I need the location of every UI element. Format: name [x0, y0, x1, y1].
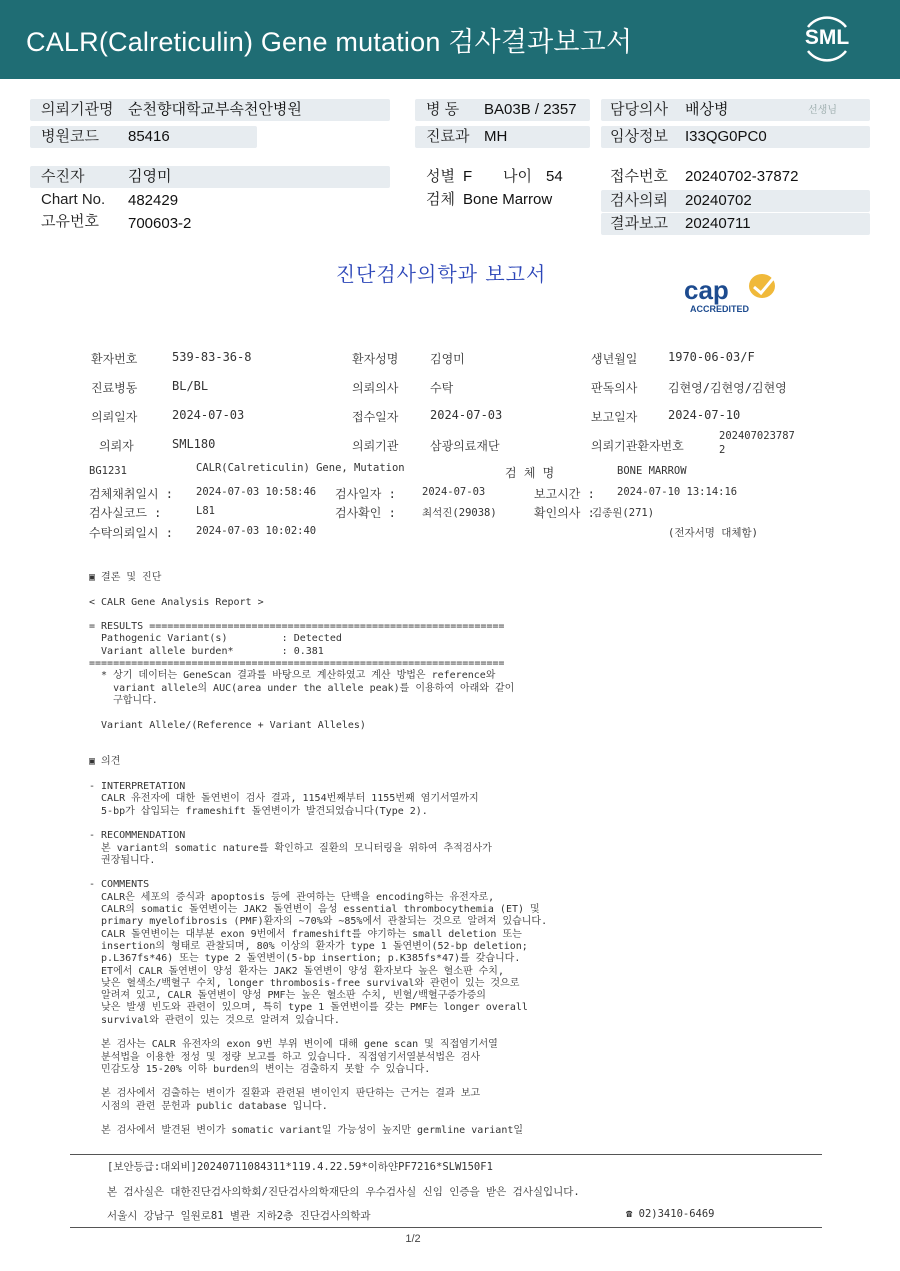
report-title: 진단검사의학과 보고서	[335, 262, 547, 286]
patient-label: 수진자	[41, 168, 85, 185]
verify-label: 검사확인 :	[335, 506, 396, 520]
receipt-label: 접수번호	[610, 168, 668, 185]
room-value: L81	[196, 505, 215, 517]
page-title: CALR(Calreticulin) Gene mutation 검사결과보고서	[26, 27, 633, 57]
result-label: 결과보고	[610, 215, 668, 232]
esign-note: (전자서명 대체함)	[668, 527, 758, 539]
hosp-code-label: 병원코드	[41, 128, 99, 145]
exam-label: 검사일자 :	[335, 487, 396, 501]
ward-value: BA03B / 2357	[484, 101, 577, 118]
specimen-value: Bone Marrow	[463, 191, 553, 208]
unique-label: 고유번호	[41, 213, 99, 230]
patient-value: 김영미	[128, 168, 172, 185]
specimen-name-label: 검 체 명	[505, 466, 555, 480]
req-inst-label: 의뢰기관명	[41, 101, 114, 118]
unique-value: 700603-2	[128, 215, 192, 232]
doctor-label: 담당의사	[610, 101, 668, 118]
confirm-label: 확인의사 :	[534, 506, 595, 520]
pname-label: 환자성명	[352, 352, 399, 366]
sml-logo	[800, 11, 854, 67]
cap-logo-icon	[682, 270, 788, 318]
confirm-value: 김종원(271)	[592, 507, 655, 519]
receipt-value: 20240702-37872	[685, 168, 799, 185]
sex-label: 성별	[426, 168, 455, 185]
test-req-value: 20240702	[685, 192, 752, 209]
ipid-value-line2: 2	[719, 444, 726, 456]
rdoc-label: 의뢰의사	[352, 381, 399, 395]
ipid-value-line1: 202407023787	[719, 430, 795, 442]
dept-value: MH	[484, 128, 508, 145]
age-label: 나이	[503, 168, 532, 185]
address-line: 서울시 강남구 일원로81 별관 지하2층 진단검사의학과	[107, 1210, 371, 1222]
req-inst-value: 순천향대학교부속천안병원	[128, 101, 302, 118]
sex-value: F	[463, 168, 473, 185]
collect-label: 검체채취일시 :	[89, 487, 174, 501]
age-value: 54	[546, 168, 563, 185]
security-line: [보안등급:대외비]20240711084311*119.4.22.59*이하얀PF7216*SLW150F1	[107, 1161, 493, 1173]
rtime-label: 보고시간 :	[534, 487, 595, 501]
exam-value: 2024-07-03	[422, 486, 486, 498]
dob-label: 생년월일	[591, 352, 638, 366]
rtime-value: 2024-07-10 13:14:16	[617, 486, 738, 498]
chart-value: 482429	[128, 192, 179, 209]
rep-value: 2024-07-10	[668, 408, 741, 422]
verify-value: 최석진(29038)	[422, 507, 497, 519]
rep-label: 보고일자	[591, 410, 638, 424]
pname-value: 김영미	[430, 352, 465, 366]
recv-label: 접수일자	[352, 410, 399, 424]
requester-value: SML180	[172, 437, 216, 451]
cap-sub: ACCREDITED	[690, 304, 750, 314]
specimen-name-value: BONE MARROW	[617, 465, 687, 477]
inst-value: 삼광의료재단	[430, 439, 500, 453]
commission-label: 수탁의뢰일시 :	[89, 526, 174, 540]
specimen-label: 검체	[426, 191, 455, 208]
ipid-label: 의뢰기관환자번호	[591, 439, 684, 453]
result-value: 20240711	[685, 215, 751, 232]
report-header	[0, 0, 900, 79]
hosp-code-value: 85416	[128, 128, 170, 145]
pid-label: 환자번호	[91, 352, 138, 366]
test-code: BG1231	[89, 465, 127, 477]
footer-divider-top	[70, 1154, 822, 1155]
clinical-label: 임상정보	[610, 128, 668, 145]
inst-label: 의뢰기관	[352, 439, 399, 453]
ward-label: 병 동	[426, 101, 460, 118]
commission-value: 2024-07-03 10:02:40	[196, 525, 317, 537]
logo-text: SML	[804, 26, 850, 49]
certification-line: 본 검사실은 대한진단검사의학회/진단검사의학재단의 우수검사실 신임 인증을 받은 검사실입니다.	[107, 1186, 580, 1198]
dept-label: 진료과	[426, 128, 470, 145]
cap-accredited-logo	[682, 270, 788, 318]
ward-label-2: 진료병동	[91, 381, 138, 395]
rdate-label: 의뢰일자	[91, 410, 138, 424]
requester-label: 의뢰자	[99, 439, 134, 453]
rdate-value: 2024-07-03	[172, 408, 245, 422]
chart-label: Chart No.	[41, 191, 106, 208]
collect-value: 2024-07-03 10:58:46	[196, 486, 317, 498]
clinical-value: I33QG0PC0	[685, 128, 767, 145]
recv-value: 2024-07-03	[430, 408, 503, 422]
phone-line: ☎ 02)3410-6469	[626, 1208, 715, 1220]
jdoc-value: 김현영/김현영/김현영	[668, 381, 787, 395]
doctor-value: 배상병	[685, 101, 729, 118]
ward-value-2: BL/BL	[172, 379, 209, 393]
report-body: ▣ 결론 및 진단 < CALR Gene Analysis Report > = RESULTS =========================================================== Pathogenic Variant(s) : Detected Variant allele burden* : 0.381 ===================================================================== * 상기 데이터는 GeneScan 결과를 바탕으로 계산하였고 계산 방법은 reference와 variant allele의 AUC(area under the allele peak)를 이용하여 아래와 같이 구합니다. Variant Allele/(Reference + Variant Alleles) ▣ 의견 - INTERPRETATION CALR 유전자에 대한 돌연변이 검사 결과, 1154번째부터 1155번째 염기서열까지 5-bp가 삽입되는 frameshift 돌연변이가 발견되었습니다(Type 2). - RECOMMENDATION 본 variant의 somatic nature를 확인하고 질환의 모니터링을 위하여 추적검사가 권장됩니다. - COMMENTS CALR은 세포의 증식과 apoptosis 등에 관여하는 단백을 encoding하는 유전자로, CALR의 somatic 돌연변이는 JAK2 돌연변이 음성 essential thrombocythemia (ET) 및 primary myelofibrosis (PMF)환자의 ~70%와 ~85%에서 관찰되는 것으로 알려져 있습니다. CALR 돌연변이는 대부분 exon 9번에서 frameshift를 야기하는 small deletion 또는 insertion의 형태로 관찰되며, 80% 이상의 환자가 type 1 돌연변이(52-bp deletion; p.L367fs*46) 또는 type 2 돌연변이(5-bp insertion; p.K385fs*47)를 갖습니다. ET에서 CALR 돌연변이 양성 환자는 JAK2 돌연변이 양성 환자보다 높은 혈소판 수치, 낮은 혈색소/백혈구 수치, longer thrombosis-free survival와 관련이 있는 것으로 알려져 있고, CALR 돌연변이 양성 PMF는 높은 혈소판 수치, 빈혈/백혈구증가증의 낮은 발생 빈도와 관련이 있으며, 특히 type 1 돌연변이를 갖는 PMF는 longer overall survival와 관련이 있는 것으로 알려져 있습니다. 본 검사는 CALR 유전자의 exon 9번 부위 변이에 대해 gene scan 및 직접염기서열 분석법을 이용한 정성 및 정량 보고를 하고 있습니다. 직접염기서열분석법은 검사 민감도상 15-20% 이하 burden의 변이는 검출하지 못할 수 있습니다. 본 검사에서 검출하는 변이가 질환과 관련된 변이인지 판단하는 근거는 결과 보고 시점의 관련 문헌과 public database 입니다. 본 검사에서 발견된 변이가 somatic variant일 가능성이 높지만 germline variant일	[89, 572, 548, 1137]
room-label: 검사실코드 :	[89, 506, 162, 520]
jdoc-label: 판독의사	[591, 381, 638, 395]
rdoc-value: 수탁	[430, 381, 454, 395]
doctor-seal: 선생님	[808, 105, 837, 116]
test-name: CALR(Calreticulin) Gene, Mutation	[196, 462, 405, 474]
footer-divider-bottom	[70, 1227, 822, 1228]
dob-value: 1970-06-03/F	[668, 350, 755, 364]
cap-text: cap	[684, 275, 729, 305]
page-number: 1/2	[405, 1233, 421, 1245]
test-req-label: 검사의뢰	[610, 192, 668, 209]
pid-value: 539-83-36-8	[172, 350, 252, 364]
